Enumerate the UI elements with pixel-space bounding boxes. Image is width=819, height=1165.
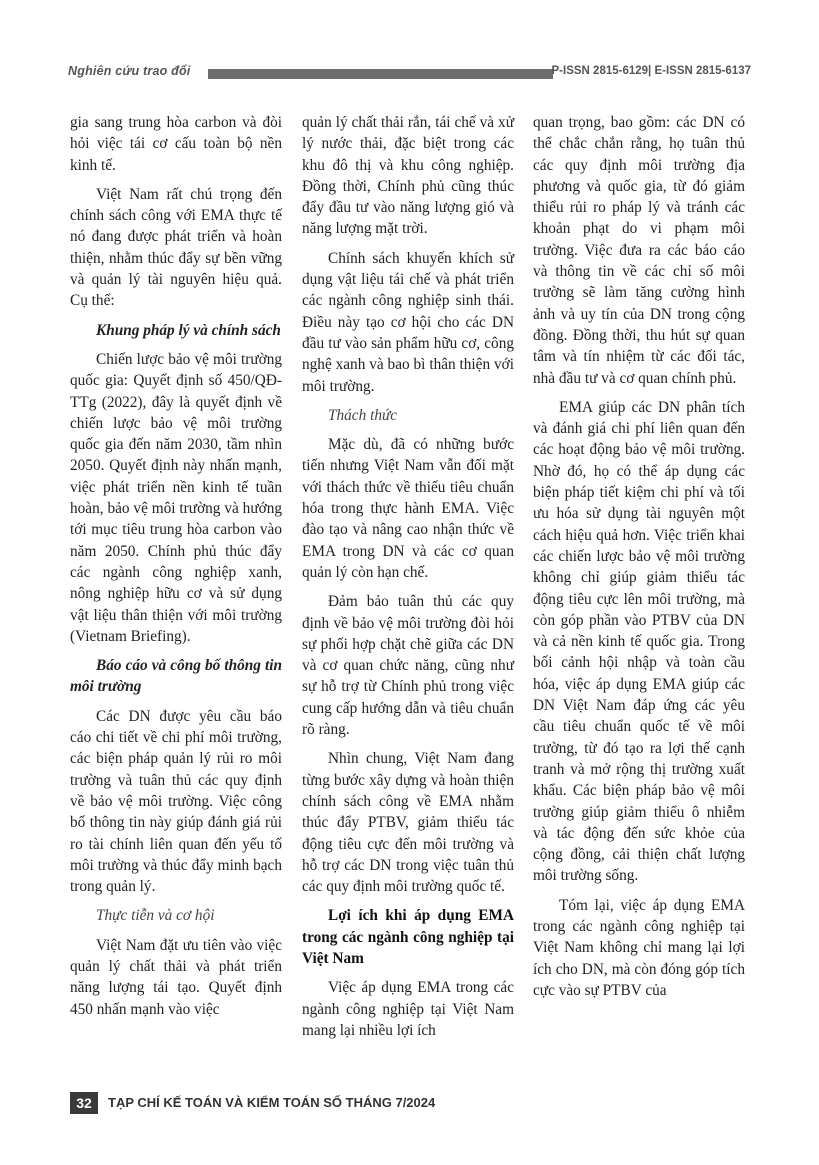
paragraph: Mặc dù, đã có những bước tiến nhưng Việt Nam vẫn đối mặt với thách thức về thiếu tiêu chuẩn hóa trong thực hành EMA. Việc đào tạo và nâng cao nhận thức về EMA trong DN và các cơ quan quản lý còn hạn chế. bbox=[302, 436, 514, 581]
paragraph: EMA giúp các DN phân tích và đánh giá chi phí liên quan đến các hoạt động bảo vệ môi trường. Nhờ đó, họ có thể áp dụng các biện pháp tiết kiệm chi phí và tối ưu hóa sử dụng tài nguyên một cách hiệu quả hơn. Việc triển khai các chiến lược bảo vệ môi trường không chỉ giúp giảm thiểu tác động tiêu cực lên môi trường, mà còn góp phần vào PTBV của DN và cả nền kinh tế quốc gia. Trong bối cảnh hội nhập và toàn cầu hóa, việc áp dụng EMA giúp các DN Việt Nam đáp ứng các yêu cầu tiêu chuẩn quốc tế về môi trường, từ đó tạo ra lợi thế cạnh tranh và mở rộng thị trường xuất khẩu. Các biện pháp bảo vệ môi trường giúp giảm thiểu ô nhiễm và tác động đến sức khỏe của cộng đồng, cải thiện chất lượng môi trường sống. bbox=[533, 398, 745, 885]
subheading: Khung pháp lý và chính sách bbox=[96, 321, 281, 339]
page-number: 32 bbox=[70, 1092, 98, 1114]
paragraph: Việt Nam rất chú trọng đến chính sách công với EMA thực tế nó đang được phát triển và hoàn thiện, nhằm thúc đẩy sự bền vững và quản lý tài nguyên hiệu quả. Cụ thể: bbox=[70, 185, 282, 310]
paragraph: Nhìn chung, Việt Nam đang từng bước xây dựng và hoàn thiện chính sách công về EMA nhằm thúc đẩy PTBV, giảm thiểu tác động tiêu cực đến môi trường và hỗ trợ các DN trong việc tuân thủ các quy định môi trường quốc tế. bbox=[302, 750, 514, 896]
subheading: Thực tiễn và cơ hội bbox=[96, 907, 215, 925]
paragraph: quan trọng, bao gồm: các DN có thể chắc chắn rằng, họ tuân thủ các quy định môi trường địa phương và quốc gia, từ đó giảm thiểu rủi ro pháp lý và tránh các khoản phạt do vi phạm môi trường. Việc đưa ra các báo cáo và thông tin về các chỉ số môi trường sẽ làm tăng cường hình ảnh và uy tín của DN trong cộng đồng. Đồng thời, thu hút sự quan tâm và tín nhiệm từ các đối tác, nhà đầu tư và cơ quan chính phủ. bbox=[533, 114, 745, 387]
paragraph: Chính sách khuyến khích sử dụng vật liệu tái chế và phát triển các ngành công nghiệp sinh thái. Điều này tạo cơ hội cho các DN đầu tư vào sản phẩm hữu cơ, công nghệ xanh và bao bì thân thiện với môi trường. bbox=[302, 249, 514, 395]
header-rule-bar bbox=[208, 69, 553, 79]
paragraph: Việc áp dụng EMA trong các ngành công nghiệp tại Việt Nam mang lại nhiều lợi ích bbox=[302, 979, 514, 1039]
column-3 bbox=[533, 112, 745, 1009]
column-1 bbox=[70, 112, 282, 1028]
section-label: Nghiên cứu trao đổi bbox=[68, 64, 191, 78]
issn-label: P-ISSN 2815-6129| E-ISSN 2815-6137 bbox=[551, 65, 751, 77]
running-footer bbox=[70, 1092, 570, 1114]
paragraph: Các DN được yêu cầu báo cáo chi tiết về chi phí môi trường, các biện pháp quản lý rủi ro môi trường và tuân thủ các quy định về bảo vệ môi trường. Việc công bố thông tin này giúp đánh giá rủi ro tài chính liên quan đến yếu tố môi trường và thúc đẩy minh bạch trong quản lý. bbox=[70, 707, 282, 896]
paragraph: Việt Nam đặt ưu tiên vào việc quản lý chất thải và phát triển năng lượng tái tạo. Quyết định 450 nhấn mạnh vào việc bbox=[70, 936, 282, 1018]
paragraph: Đảm bảo tuân thủ các quy định về bảo vệ môi trường đòi hỏi sự phối hợp chặt chẽ giữa các DN và cơ quan chức năng, cũng như sự hỗ trợ từ Chính phủ trong việc cung cấp hướng dẫn và tiêu chuẩn rõ ràng. bbox=[302, 593, 514, 739]
paragraph: gia sang trung hòa carbon và đòi hỏi việc tái cơ cấu toàn bộ nền kinh tế. bbox=[70, 114, 282, 174]
paragraph: Tóm lại, việc áp dụng EMA trong các ngành công nghiệp tại Việt Nam không chỉ mang lại lợi ích cho DN, mà còn đóng góp tích cực vào sự PTBV của bbox=[533, 896, 745, 999]
paragraph: Chiến lược bảo vệ môi trường quốc gia: Quyết định số 450/QĐ-TTg (2022), đây là quyết định về chiến lược bảo vệ môi trường quốc gia đến năm 2030, tầm nhìn 2050. Quyết định này nhấn mạnh, việc phát triển nền kinh tế tuần hoàn, bảo vệ môi trường và hướng tới mục tiêu trung hòa carbon vào năm 2050. Chính phủ thúc đẩy các ngành công nghiệp xanh, nông nghiệp hữu cơ và sử dụng vật liệu thân thiện với môi trường (Vietnam Briefing). bbox=[70, 350, 282, 645]
journal-title: TẠP CHÍ KẾ TOÁN VÀ KIỂM TOÁN SỐ THÁNG 7/2024 bbox=[108, 1095, 436, 1110]
paragraph: quản lý chất thải rắn, tái chế và xử lý nước thải, đặc biệt trong các khu đô thị và khu công nghiệp. Đồng thời, Chính phủ cũng thúc đẩy đầu tư vào năng lượng gió và năng lượng mặt trời. bbox=[302, 114, 514, 238]
running-header bbox=[68, 62, 751, 84]
subheading: Báo cáo và công bố thông tin môi trường bbox=[70, 657, 282, 696]
column-2 bbox=[302, 112, 514, 1049]
subheading: Thách thức bbox=[328, 406, 398, 424]
section-heading: Lợi ích khi áp dụng EMA trong các ngành công nghiệp tại Việt Nam bbox=[302, 907, 514, 967]
